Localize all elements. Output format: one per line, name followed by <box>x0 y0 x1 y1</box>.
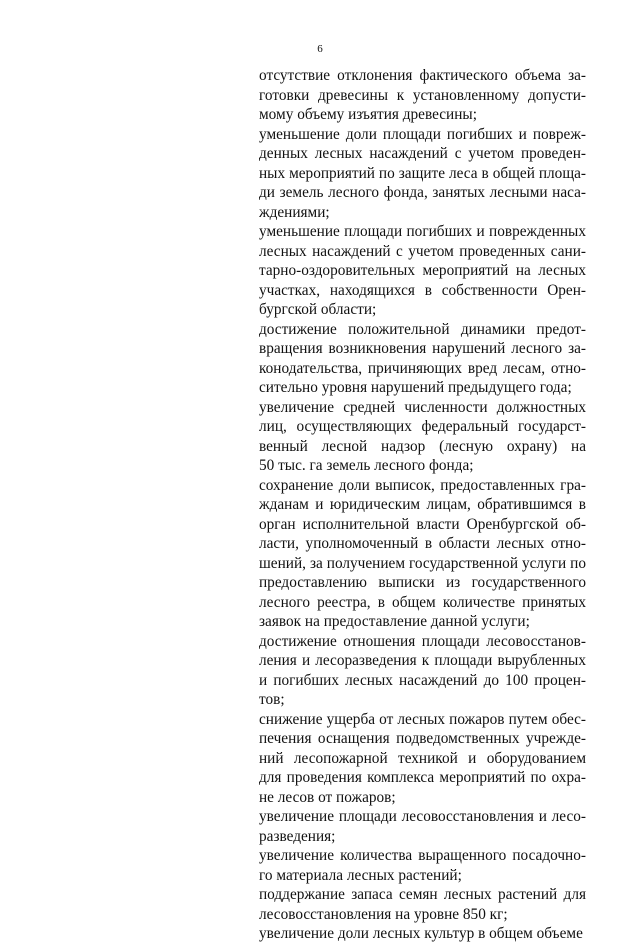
text-line: шений, за получением государственной услуги по <box>259 554 586 572</box>
text-line: бургской области; <box>259 301 377 318</box>
paragraph <box>259 710 586 808</box>
text-line: предоставлению выписки из государственного <box>259 574 586 591</box>
text-line: лиц, осуществляющих федеральный государст- <box>259 418 586 435</box>
text-line: конодательства, причиняющих вред лесам, отно- <box>259 359 586 377</box>
text-line: снижение ущерба от лесных пожаров путем обес- <box>259 710 586 728</box>
text-line: увеличение количества выращенного посадочно- <box>259 847 586 864</box>
text-line: сительно уровня нарушений предыдущего года; <box>259 379 572 396</box>
paragraph <box>259 66 586 125</box>
text-line: лесного реестра, в общем количестве принятых <box>259 593 586 611</box>
text-line: поддержание запаса семян лесных растений для <box>259 886 586 903</box>
text-line: заявок на предоставление данной услуги; <box>259 613 530 630</box>
text-line: тов; <box>259 691 285 708</box>
text-line: мому объему изъятия древесины; <box>259 106 477 123</box>
text-line: го материала лесных растений; <box>259 866 462 884</box>
text-line: увеличение доли лесных культур в общем объеме <box>259 925 583 942</box>
text-line: не лесов от пожаров; <box>259 788 396 806</box>
text-line: уменьшение доли площади погибших и повреж- <box>259 125 586 143</box>
text-line: достижение отношения площади лесовосстанов- <box>259 632 586 650</box>
text-line: 50 тыс. га земель лесного фонда; <box>259 457 474 474</box>
paragraph <box>259 807 586 846</box>
text-line: достижение положительной динамики предот- <box>259 320 586 338</box>
text-line: лесных насаждений с учетом проведенных сани- <box>259 242 586 260</box>
paragraph <box>259 476 586 632</box>
text-line: готовки древесины к установленному допусти- <box>259 86 586 104</box>
text-line: печения оснащения подведомственных учрежде- <box>259 730 586 747</box>
text-line: денных лесных насаждений с учетом проведен- <box>259 145 586 162</box>
text-line: вращения возникновения нарушений лесного за- <box>259 340 586 357</box>
text-line: ждениями; <box>259 203 330 221</box>
text-line: участках, находящихся в собственности Орен- <box>259 281 586 299</box>
paragraph <box>259 924 586 944</box>
text-line: тарно-оздоровительных мероприятий на лесных <box>259 262 586 279</box>
paragraph <box>259 846 586 885</box>
paragraph <box>259 632 586 710</box>
text-line: уменьшение площади погибших и поврежденных <box>259 223 586 240</box>
text-line: венный лесной надзор (лесную охрану) на <box>259 437 586 455</box>
text-line: для проведения комплекса мероприятий по охра- <box>259 769 586 786</box>
text-line: увеличение площади лесовосстановления и лесо- <box>259 808 586 825</box>
page-number: 6 <box>317 43 323 55</box>
text-line: орган исполнительной власти Оренбургской об- <box>259 515 586 533</box>
text-line: лесовосстановления на уровне 850 кг; <box>259 905 508 923</box>
text-line: ди земель лесного фонда, занятых лесными наса- <box>259 184 586 201</box>
paragraph <box>259 398 586 476</box>
document-body <box>259 66 586 944</box>
text-line: и погибших лесных насаждений до 100 процен- <box>259 671 586 689</box>
text-line: ний лесопожарной техникой и оборудованием <box>259 749 586 767</box>
text-line: ления и лесоразведения к площади вырубленных <box>259 652 586 669</box>
text-line: отсутствие отклонения фактического объема за- <box>259 67 586 84</box>
text-line: ных мероприятий по защите леса в общей площа- <box>259 164 586 182</box>
text-line: ласти, уполномоченный в области лесных отно- <box>259 535 586 552</box>
paragraph <box>259 222 586 320</box>
text-line: увеличение средней численности должностных <box>259 398 586 416</box>
paragraph <box>259 320 586 398</box>
paragraph <box>259 125 586 223</box>
text-line: разведения; <box>259 827 336 845</box>
text-line: жданам и юридическим лицам, обратившимся в <box>259 496 586 513</box>
text-line: сохранение доли выписок, предоставленных гра- <box>259 476 586 494</box>
